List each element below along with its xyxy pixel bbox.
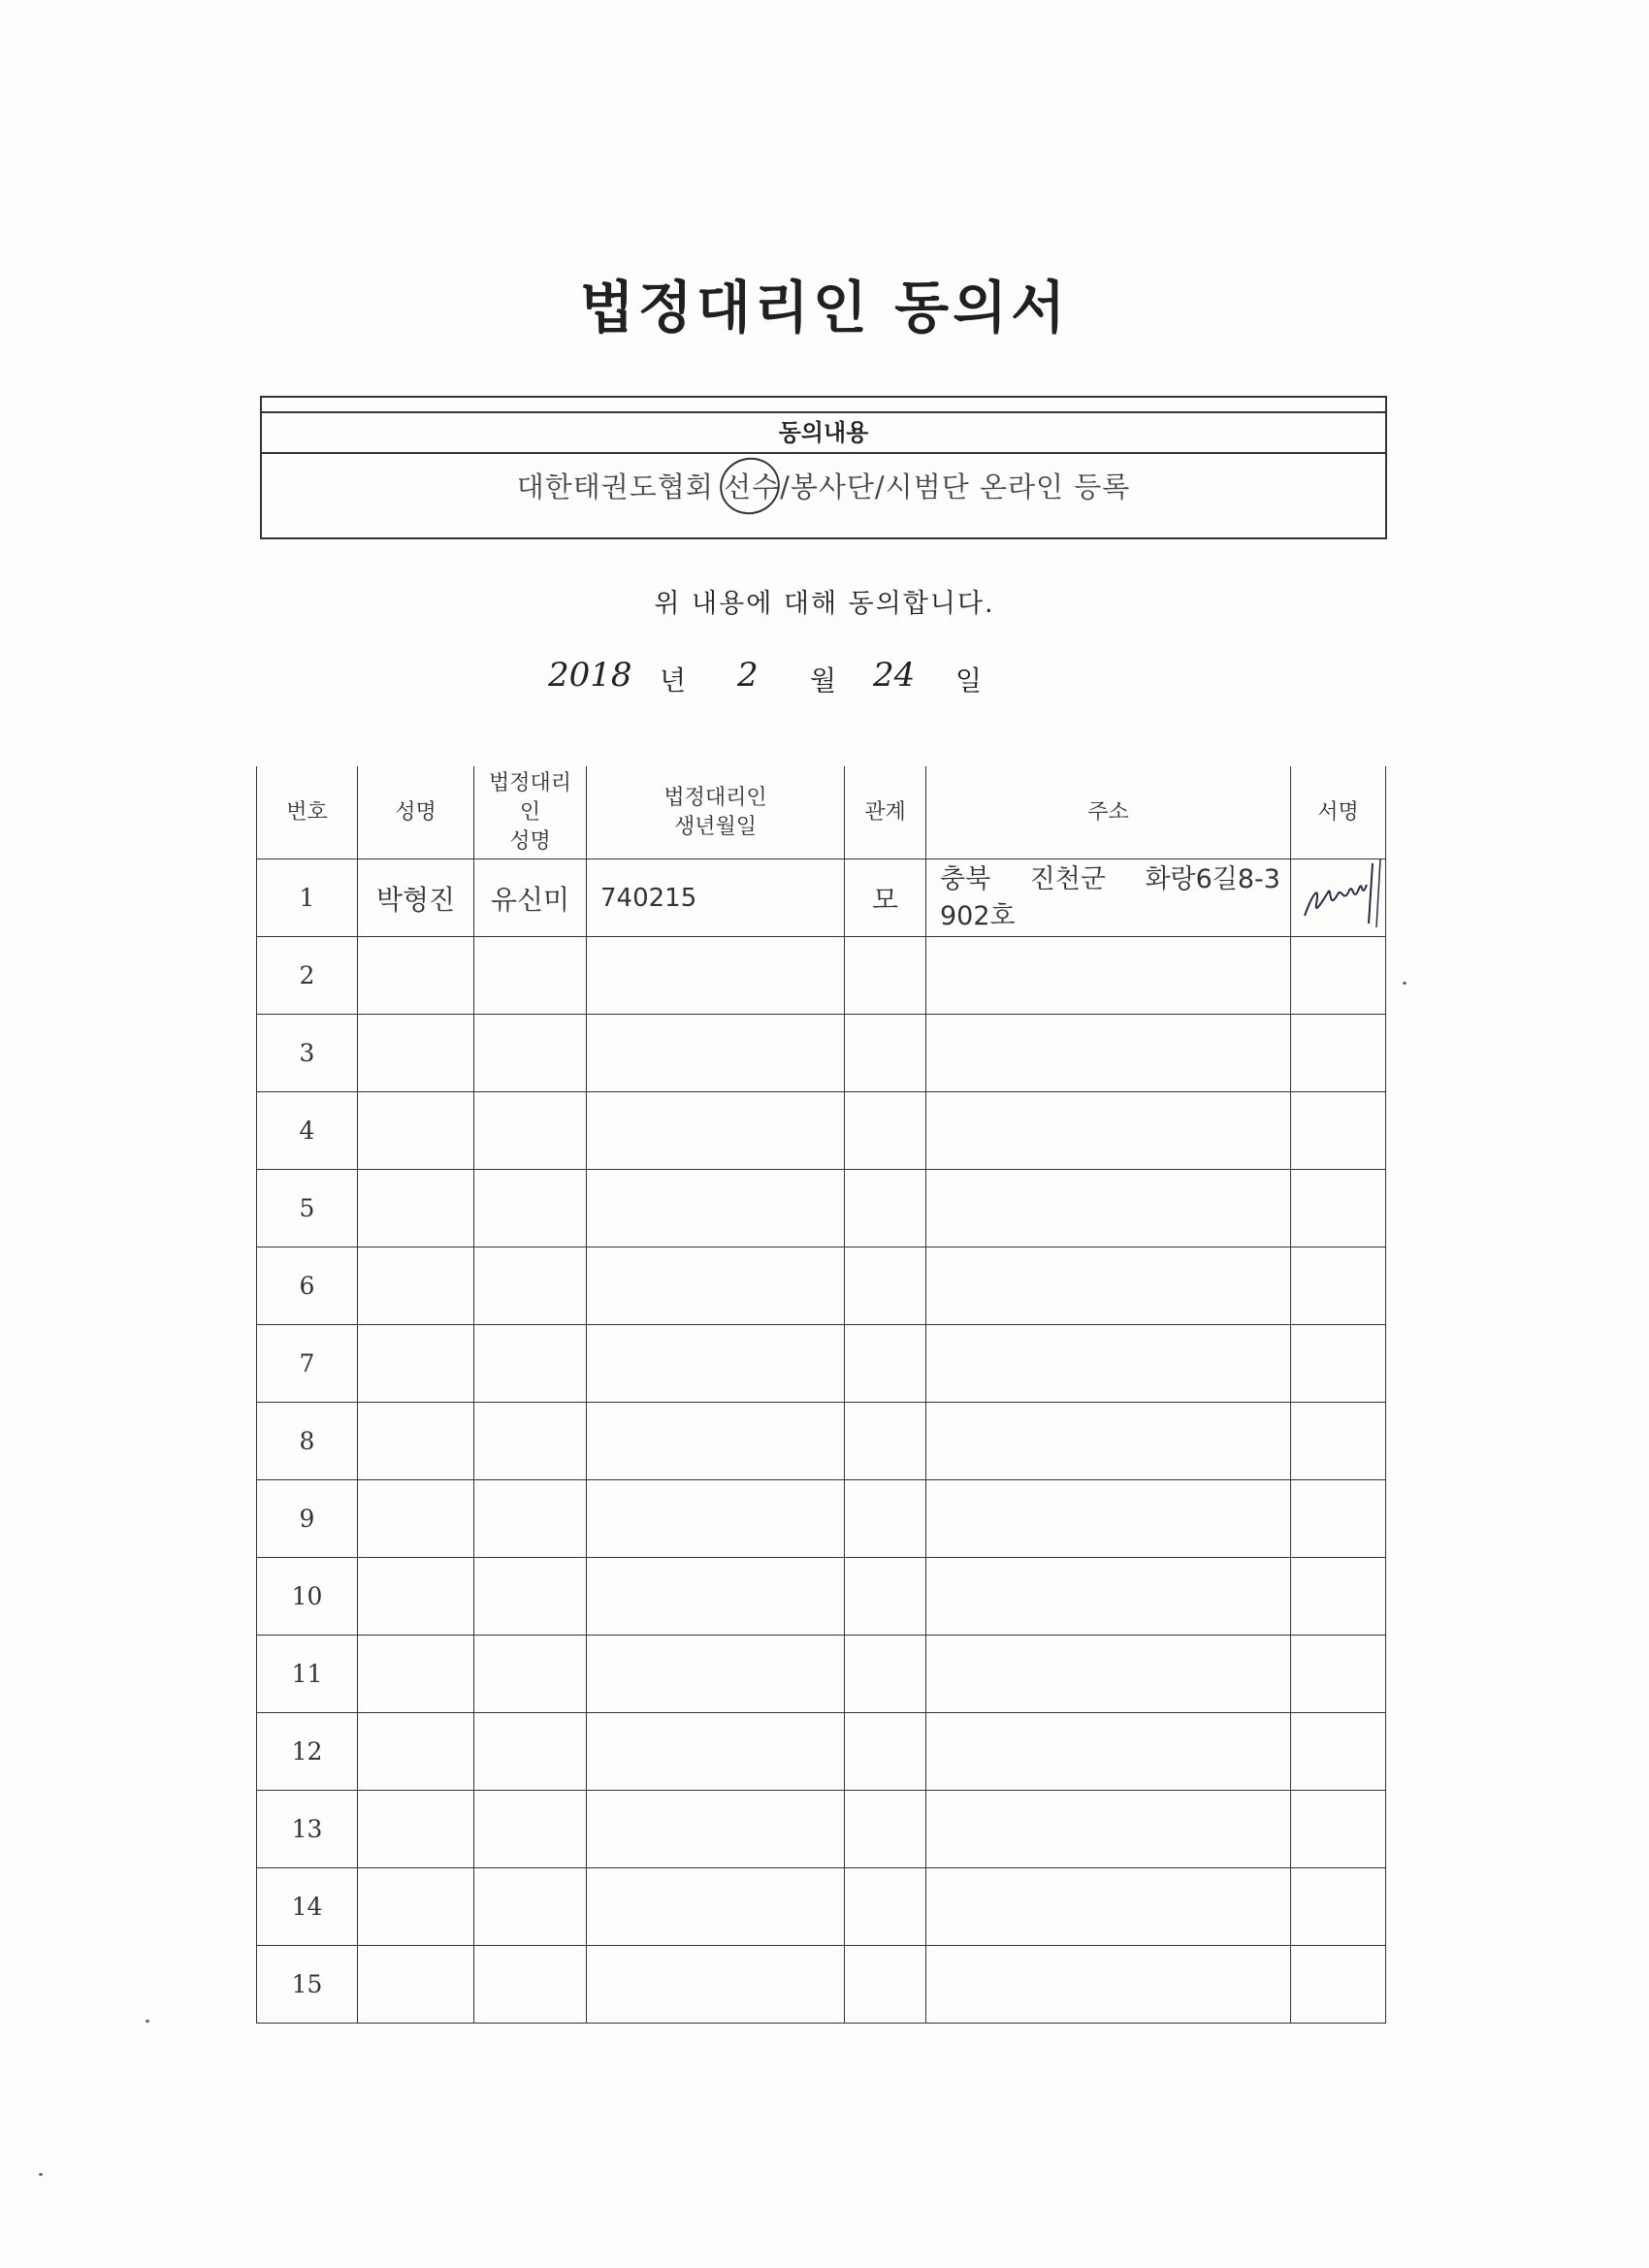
date-month: 2 bbox=[737, 656, 759, 695]
agreement-statement: 위 내용에 대해 동의합니다. bbox=[654, 589, 995, 619]
consent-content: 대한태권도협회 선수/봉사단/시범단 온라인 등록 bbox=[516, 470, 1131, 503]
table-row bbox=[257, 859, 1386, 937]
address-line-1 bbox=[940, 861, 1290, 898]
date-year: 2018 bbox=[548, 656, 632, 695]
cell-no: 14 bbox=[257, 1868, 358, 1946]
cell-rep-birth: 740215 bbox=[587, 859, 845, 937]
table-row bbox=[257, 1946, 1386, 2024]
cell-address bbox=[926, 859, 1291, 937]
table-header-row bbox=[257, 766, 1386, 859]
cell-no: 12 bbox=[257, 1713, 358, 1791]
address-part-c: 화랑6길8-3 bbox=[1145, 863, 1280, 894]
table-row bbox=[257, 1015, 1386, 1092]
cell-rep-name: 유신미 bbox=[474, 859, 587, 937]
address-line-2: 902호 bbox=[940, 900, 1016, 931]
table-row bbox=[257, 1325, 1386, 1403]
cell-no: 11 bbox=[257, 1636, 358, 1713]
table-row bbox=[257, 1868, 1386, 1946]
table-row bbox=[257, 1170, 1386, 1247]
table-row bbox=[257, 1791, 1386, 1868]
cell-no: 1 bbox=[257, 859, 358, 937]
header-rep-birth bbox=[587, 766, 845, 859]
consent-header: 동의내용 bbox=[262, 411, 1385, 454]
table-row bbox=[257, 1092, 1386, 1170]
table-row bbox=[257, 1558, 1386, 1636]
address-part-b: 진천군 bbox=[1029, 863, 1106, 894]
header-relation: 관계 bbox=[845, 766, 926, 859]
representative-table bbox=[256, 766, 1386, 2024]
header-rep-name-line3: 성명 bbox=[509, 828, 551, 854]
cell-no: 6 bbox=[257, 1247, 358, 1325]
consent-box bbox=[260, 396, 1387, 539]
cell-no: 4 bbox=[257, 1092, 358, 1170]
cell-no: 13 bbox=[257, 1791, 358, 1868]
cell-name: 박형진 bbox=[358, 859, 474, 937]
scan-speck bbox=[146, 2020, 149, 2023]
scan-speck bbox=[1403, 982, 1406, 985]
cell-no: 8 bbox=[257, 1403, 358, 1480]
date-month-unit: 월 bbox=[810, 664, 837, 697]
header-no: 번호 bbox=[257, 766, 358, 859]
table-row bbox=[257, 937, 1386, 1015]
cell-no: 9 bbox=[257, 1480, 358, 1558]
date-year-unit: 년 bbox=[660, 664, 687, 697]
address-part-a: 충북 bbox=[940, 863, 991, 894]
table-row bbox=[257, 1403, 1386, 1480]
header-rep-name bbox=[474, 766, 587, 859]
header-rep-birth-line2: 생년월일 bbox=[673, 814, 757, 839]
cell-no: 2 bbox=[257, 937, 358, 1015]
header-signature: 서명 bbox=[1291, 766, 1386, 859]
date-day: 24 bbox=[873, 656, 916, 695]
cell-no: 3 bbox=[257, 1015, 358, 1092]
header-rep-name-line2: 인 bbox=[519, 799, 541, 825]
header-address: 주소 bbox=[926, 766, 1291, 859]
header-rep-birth-line1: 법정대리인 bbox=[663, 785, 767, 810]
cell-no: 5 bbox=[257, 1170, 358, 1247]
cell-no: 15 bbox=[257, 1946, 358, 2024]
header-rep-name-line1: 법정대리 bbox=[488, 770, 571, 795]
cell-no: 7 bbox=[257, 1325, 358, 1403]
table-row bbox=[257, 1636, 1386, 1713]
date-day-unit: 일 bbox=[955, 664, 983, 697]
cell-no: 10 bbox=[257, 1558, 358, 1636]
cell-signature bbox=[1291, 859, 1386, 937]
table-row bbox=[257, 1480, 1386, 1558]
header-name: 성명 bbox=[358, 766, 474, 859]
table-row bbox=[257, 1713, 1386, 1791]
scan-speck bbox=[39, 2173, 43, 2176]
handwritten-signature-icon bbox=[1299, 856, 1386, 933]
document-title: 법정대리인 동의서 bbox=[579, 275, 1070, 340]
cell-relation: 모 bbox=[845, 859, 926, 937]
handwritten-circle-mark bbox=[713, 450, 788, 522]
table-row bbox=[257, 1247, 1386, 1325]
